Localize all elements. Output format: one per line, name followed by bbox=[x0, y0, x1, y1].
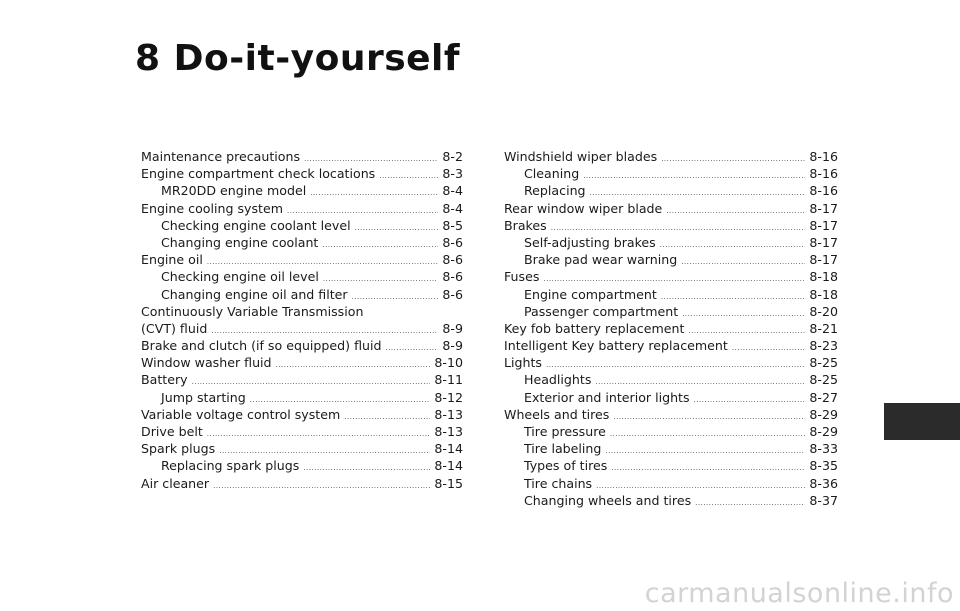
toc-entry-page: 8-16 bbox=[809, 166, 838, 182]
toc-entry-label: Passenger compartment bbox=[524, 303, 679, 319]
toc-leader-dots bbox=[310, 185, 438, 202]
toc-leader-dots bbox=[276, 357, 431, 374]
toc-entry-label: Variable voltage control system bbox=[141, 406, 341, 422]
toc-entry-page: 8-6 bbox=[442, 252, 463, 268]
toc-entry-label: (CVT) fluid bbox=[141, 320, 208, 336]
toc-entry-label: Engine compartment bbox=[524, 286, 657, 302]
toc-entry-page: 8-20 bbox=[809, 303, 838, 319]
toc-entry-page: 8-18 bbox=[809, 286, 838, 302]
toc-leader-dots bbox=[666, 203, 805, 220]
toc-entry-page: 8-17 bbox=[809, 217, 838, 233]
toc-entry[interactable] bbox=[504, 423, 838, 440]
toc-entry-label: Tire labeling bbox=[524, 441, 602, 457]
toc-entry-label: Spark plugs bbox=[141, 441, 216, 457]
toc-entry[interactable] bbox=[504, 320, 838, 337]
toc-leader-dots bbox=[613, 409, 805, 426]
toc-entry-label: Windshield wiper blades bbox=[504, 149, 658, 164]
toc-entry-label: Replacing spark plugs bbox=[161, 458, 300, 474]
toc-entry[interactable] bbox=[141, 200, 463, 217]
toc-entry-label: Checking engine oil level bbox=[161, 269, 319, 285]
chapter-title: 8 Do-it-yourself bbox=[135, 38, 461, 79]
toc-entry-page: 8-11 bbox=[434, 372, 463, 388]
toc-leader-dots bbox=[661, 289, 806, 306]
toc-entry-page: 8-4 bbox=[442, 183, 463, 199]
toc-entry-page: 8-27 bbox=[809, 389, 838, 405]
toc-entry[interactable] bbox=[141, 475, 463, 492]
toc-entry-page: 8-16 bbox=[809, 183, 838, 199]
toc-leader-dots bbox=[661, 151, 805, 168]
toc-leader-dots bbox=[681, 254, 805, 271]
toc-leader-dots bbox=[694, 392, 806, 409]
toc-entry-page: 8-33 bbox=[809, 441, 838, 457]
toc-entry-page: 8-14 bbox=[434, 458, 463, 474]
toc-entry-page: 8-5 bbox=[442, 217, 463, 233]
toc-right-column bbox=[504, 148, 838, 509]
toc-entry[interactable] bbox=[504, 268, 838, 285]
toc-entry-page: 8-35 bbox=[809, 458, 838, 474]
toc-entry[interactable] bbox=[504, 354, 838, 371]
toc-leader-dots bbox=[344, 409, 430, 426]
toc-entry-page: 8-6 bbox=[442, 286, 463, 302]
toc-entry-page: 8-17 bbox=[809, 234, 838, 250]
toc-leader-dots bbox=[385, 340, 438, 357]
toc-entry[interactable] bbox=[141, 268, 463, 285]
toc-entry-page: 8-21 bbox=[809, 320, 838, 336]
toc-leader-dots bbox=[611, 460, 805, 477]
toc-entry-page: 8-36 bbox=[809, 475, 838, 491]
toc-entry[interactable] bbox=[504, 389, 838, 406]
toc-entry[interactable] bbox=[504, 457, 838, 474]
toc-entry-label: Drive belt bbox=[141, 424, 203, 439]
toc-entry-label: Changing engine oil and filter bbox=[161, 286, 348, 302]
toc-entry[interactable] bbox=[504, 251, 838, 268]
toc-entry-label: Air cleaner bbox=[141, 475, 210, 491]
toc-leader-dots bbox=[322, 237, 438, 254]
toc-entry[interactable] bbox=[141, 406, 463, 423]
toc-leader-dots bbox=[355, 220, 439, 237]
toc-entry[interactable] bbox=[141, 251, 463, 268]
toc-entry-label: Battery bbox=[141, 372, 188, 388]
toc-entry-label: Lights bbox=[504, 355, 542, 371]
toc-entry-page: 8-2 bbox=[442, 149, 463, 164]
toc-entry-page: 8-6 bbox=[442, 234, 463, 250]
toc-entry-page: 8-17 bbox=[809, 252, 838, 268]
toc-entry-label: Engine cooling system bbox=[141, 200, 284, 216]
toc-entry-label: Rear window wiper blade bbox=[504, 200, 663, 216]
toc-entry-label: Jump starting bbox=[161, 389, 246, 405]
toc-entry-page: 8-25 bbox=[809, 355, 838, 371]
toc-entry-page: 8-3 bbox=[442, 166, 463, 182]
toc-entry[interactable] bbox=[504, 200, 838, 217]
toc-entry-label: Replacing bbox=[524, 183, 586, 199]
toc-entry[interactable] bbox=[141, 423, 463, 440]
toc-entry[interactable] bbox=[504, 182, 838, 199]
toc-entry[interactable] bbox=[504, 440, 838, 457]
toc-entry[interactable] bbox=[504, 303, 838, 320]
toc-entry-label: Brake and clutch (if so equipped) fluid bbox=[141, 338, 382, 354]
toc-entry-label: Intelligent Key battery replacement bbox=[504, 338, 728, 354]
toc-entry-page: 8-9 bbox=[442, 320, 463, 336]
toc-leader-dots bbox=[583, 168, 805, 185]
toc-entry-label: Checking engine coolant level bbox=[161, 217, 351, 233]
toc-leader-dots bbox=[610, 426, 806, 443]
toc-entry[interactable] bbox=[141, 182, 463, 199]
toc-entry[interactable] bbox=[141, 440, 463, 457]
toc-entry[interactable] bbox=[504, 165, 838, 182]
toc-entry-page: 8-4 bbox=[442, 200, 463, 216]
toc-leader-dots bbox=[605, 443, 805, 460]
toc-entry-page: 8-12 bbox=[434, 389, 463, 405]
toc-entry-page: 8-13 bbox=[434, 406, 463, 422]
toc-entry-page: 8-29 bbox=[809, 406, 838, 422]
toc-entry-page: 8-13 bbox=[434, 424, 463, 439]
toc-entry-label: Engine compartment check locations bbox=[141, 166, 376, 182]
toc-entry[interactable] bbox=[504, 492, 838, 509]
toc-entry[interactable] bbox=[141, 234, 463, 251]
toc-entry-label: Engine oil bbox=[141, 252, 203, 268]
toc-entry-label: MR20DD engine model bbox=[161, 183, 307, 199]
toc-entry-label: Headlights bbox=[524, 372, 592, 388]
toc-leader-dots bbox=[660, 237, 806, 254]
toc-leader-dots bbox=[352, 289, 439, 306]
toc-entry-page: 8-29 bbox=[809, 424, 838, 439]
toc-leader-dots bbox=[303, 460, 430, 477]
toc-entry-label: Exterior and interior lights bbox=[524, 389, 690, 405]
toc-entry-label: Wheels and tires bbox=[504, 406, 610, 422]
toc-entry-label: Types of tires bbox=[524, 458, 608, 474]
toc-entry-label: Window washer fluid bbox=[141, 355, 272, 371]
chapter-tab bbox=[884, 403, 960, 440]
toc-leader-dots bbox=[695, 495, 805, 512]
toc-entry[interactable] bbox=[504, 148, 838, 165]
watermark: carmanualsonline.info bbox=[644, 578, 954, 609]
toc-entry[interactable] bbox=[504, 475, 838, 492]
toc-entry[interactable] bbox=[504, 286, 838, 303]
toc-entry-label: Changing engine coolant bbox=[161, 234, 319, 250]
toc-entry-label: Cleaning bbox=[524, 166, 580, 182]
toc-leader-dots bbox=[213, 478, 430, 495]
toc-leader-dots bbox=[682, 306, 805, 323]
toc-left-column bbox=[141, 148, 463, 492]
toc-entry-label: Brakes bbox=[504, 217, 547, 233]
toc-entry[interactable] bbox=[141, 337, 463, 354]
toc-entry-page: 8-16 bbox=[809, 149, 838, 164]
toc-entry-page: 8-9 bbox=[442, 338, 463, 354]
toc-entry-label: Self-adjusting brakes bbox=[524, 234, 656, 250]
toc-entry[interactable] bbox=[504, 371, 838, 388]
toc-leader-dots bbox=[207, 426, 431, 443]
toc-entry-label: Tire chains bbox=[524, 475, 593, 491]
toc-entry-page: 8-25 bbox=[809, 372, 838, 388]
toc-entry[interactable] bbox=[141, 320, 463, 337]
toc-entry-page: 8-10 bbox=[434, 355, 463, 371]
toc-leader-dots bbox=[732, 340, 806, 357]
toc-entry-page: 8-18 bbox=[809, 269, 838, 285]
toc-entry[interactable] bbox=[141, 148, 463, 165]
toc-entry-label: Maintenance precautions bbox=[141, 149, 301, 164]
toc-entry-label: Key fob battery replacement bbox=[504, 320, 685, 336]
toc-leader-dots bbox=[379, 168, 438, 185]
toc-entry-page: 8-17 bbox=[809, 200, 838, 216]
toc-entry[interactable] bbox=[504, 234, 838, 251]
toc-entry[interactable] bbox=[141, 371, 463, 388]
toc-entry[interactable] bbox=[141, 165, 463, 182]
toc-entry[interactable] bbox=[141, 389, 463, 406]
toc-entry-page: 8-37 bbox=[809, 492, 838, 508]
toc-entry[interactable] bbox=[141, 286, 463, 303]
toc-entry-label: Changing wheels and tires bbox=[524, 492, 692, 508]
toc-entry-label-line1: Continuously Variable Transmission bbox=[141, 303, 364, 319]
toc-entry[interactable] bbox=[504, 406, 838, 423]
toc-entry-label: Tire pressure bbox=[524, 424, 606, 439]
toc-entry[interactable] bbox=[141, 217, 463, 234]
toc-entry-page: 8-15 bbox=[434, 475, 463, 491]
toc-entry[interactable] bbox=[141, 354, 463, 371]
toc-entry-label: Fuses bbox=[504, 269, 540, 285]
toc-entry-page: 8-14 bbox=[434, 441, 463, 457]
toc-entry-page: 8-23 bbox=[809, 338, 838, 354]
toc-entry[interactable] bbox=[504, 337, 838, 354]
toc-entry-page: 8-6 bbox=[442, 269, 463, 285]
toc-entry-label: Brake pad wear warning bbox=[524, 252, 678, 268]
toc-entry[interactable] bbox=[504, 217, 838, 234]
